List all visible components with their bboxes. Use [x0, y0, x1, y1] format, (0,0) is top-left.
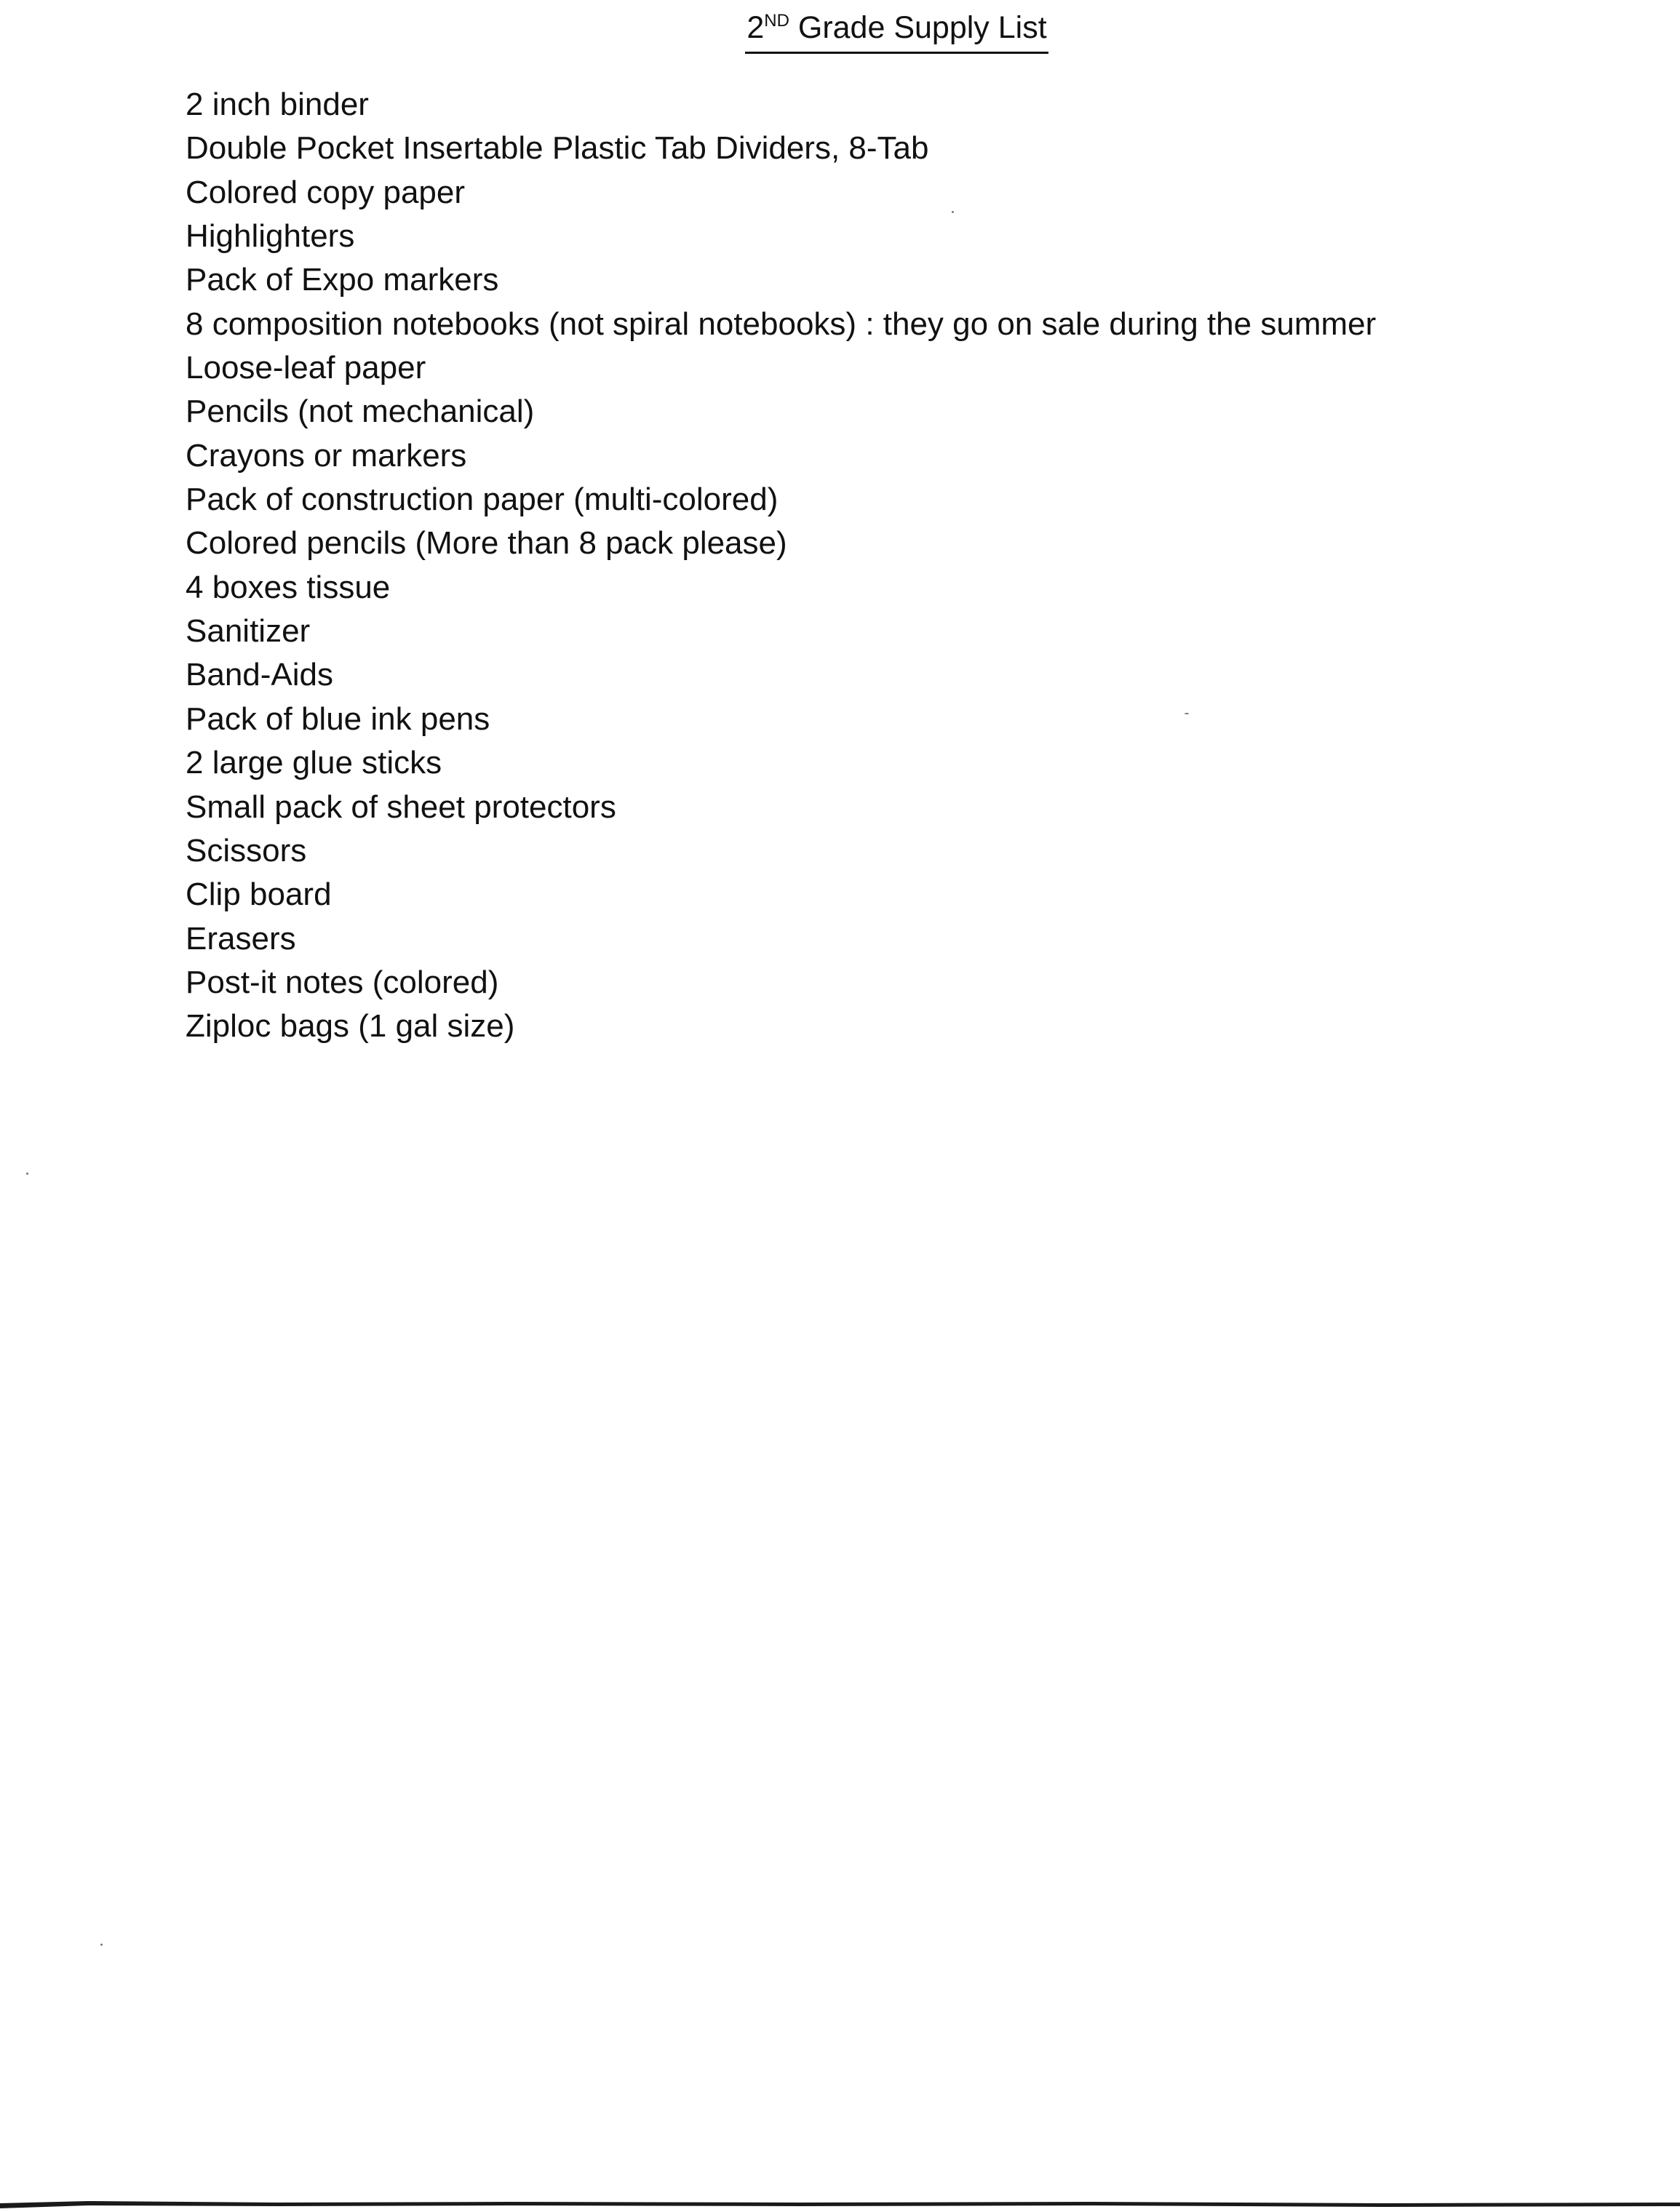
list-item: 2 inch binder: [186, 87, 369, 122]
list-item: Loose-leaf paper: [186, 350, 426, 386]
list-item: Pack of Expo markers: [186, 262, 499, 298]
list-item: Crayons or markers: [186, 437, 467, 474]
scan-speck: [952, 211, 954, 213]
list-item: Sanitizer: [186, 613, 311, 650]
scan-speck: [26, 1173, 28, 1175]
list-item: Clip board: [186, 877, 332, 913]
list-item: Erasers: [186, 920, 296, 957]
list-item: Pack of construction paper (multi-colored): [186, 482, 779, 518]
title-grade-number: 2: [747, 10, 765, 45]
list-item: Post-it notes (colored): [186, 964, 499, 1000]
list-item: 4 boxes tissue: [186, 569, 391, 605]
list-item: Pack of blue ink pens: [186, 700, 490, 737]
title-text: [745, 9, 1048, 54]
scan-speck: [1185, 713, 1189, 714]
list-item: Double Pocket Insertable Plastic Tab Dividers, 8-Tab: [186, 130, 929, 167]
list-item: Scissors: [186, 832, 307, 869]
list-item: Highlighters: [186, 218, 355, 255]
list-item: Colored copy paper: [186, 174, 466, 210]
list-item: Pencils (not mechanical): [186, 394, 535, 430]
title-label: Grade Supply List: [789, 10, 1047, 45]
list-item: Ziploc bags (1 gal size): [186, 1008, 515, 1045]
list-item: Small pack of sheet protectors: [186, 788, 616, 825]
list-item: 8 composition notebooks (not spiral notebooks) : they go on sale during the summer: [186, 306, 1377, 342]
list-item: Colored pencils (More than 8 pack please): [186, 525, 787, 562]
list-item: 2 large glue sticks: [186, 745, 442, 781]
page-bottom-edge: [0, 2191, 1680, 2212]
list-item: Band-Aids: [186, 657, 334, 693]
page-title: [0, 6, 1680, 54]
supply-list: [186, 83, 1376, 1049]
scan-speck: [100, 1944, 103, 1946]
title-ordinal-suffix: ND: [764, 11, 789, 31]
